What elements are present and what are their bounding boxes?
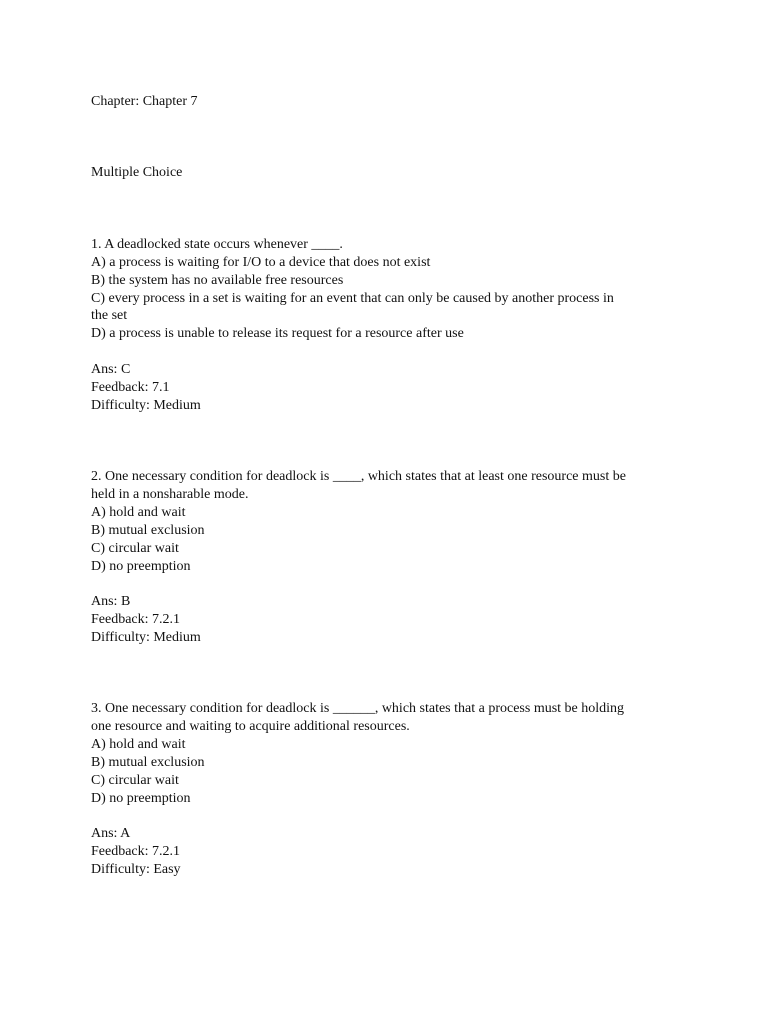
answer-option-continued: the set bbox=[91, 308, 128, 323]
answer-option: C) circular wait bbox=[91, 773, 179, 788]
answer-option: C) circular wait bbox=[91, 541, 179, 556]
answer-option: B) the system has no available free resources bbox=[91, 273, 344, 288]
answer-key: Ans: A bbox=[91, 826, 131, 841]
answer-option: D) no preemption bbox=[91, 559, 191, 574]
chapter-heading: Chapter: Chapter 7 bbox=[91, 94, 198, 109]
question-stem-continued: held in a nonsharable mode. bbox=[91, 487, 249, 502]
answer-option: C) every process in a set is waiting for an event that can only be caused by another process in bbox=[91, 291, 614, 306]
answer-key: Ans: B bbox=[91, 594, 131, 609]
feedback-ref: Feedback: 7.2.1 bbox=[91, 844, 181, 859]
answer-option: D) a process is unable to release its request for a resource after use bbox=[91, 326, 464, 341]
answer-option: A) hold and wait bbox=[91, 737, 186, 752]
answer-option: B) mutual exclusion bbox=[91, 755, 205, 770]
section-title: Multiple Choice bbox=[91, 165, 183, 180]
question-stem-continued: one resource and waiting to acquire additional resources. bbox=[91, 719, 410, 734]
question-stem: 2. One necessary condition for deadlock is ____, which states that at least one resource must be bbox=[91, 469, 626, 484]
answer-option: A) a process is waiting for I/O to a device that does not exist bbox=[91, 255, 431, 270]
answer-option: A) hold and wait bbox=[91, 505, 186, 520]
answer-option: B) mutual exclusion bbox=[91, 523, 205, 538]
feedback-ref: Feedback: 7.1 bbox=[91, 380, 170, 395]
question-stem: 3. One necessary condition for deadlock is ______, which states that a process must be holding bbox=[91, 701, 625, 716]
answer-key: Ans: C bbox=[91, 362, 131, 377]
difficulty: Difficulty: Medium bbox=[91, 398, 201, 413]
difficulty: Difficulty: Medium bbox=[91, 630, 201, 645]
difficulty: Difficulty: Easy bbox=[91, 862, 181, 877]
feedback-ref: Feedback: 7.2.1 bbox=[91, 612, 181, 627]
question-stem: 1. A deadlocked state occurs whenever ____. bbox=[91, 237, 343, 252]
answer-option: D) no preemption bbox=[91, 791, 191, 806]
